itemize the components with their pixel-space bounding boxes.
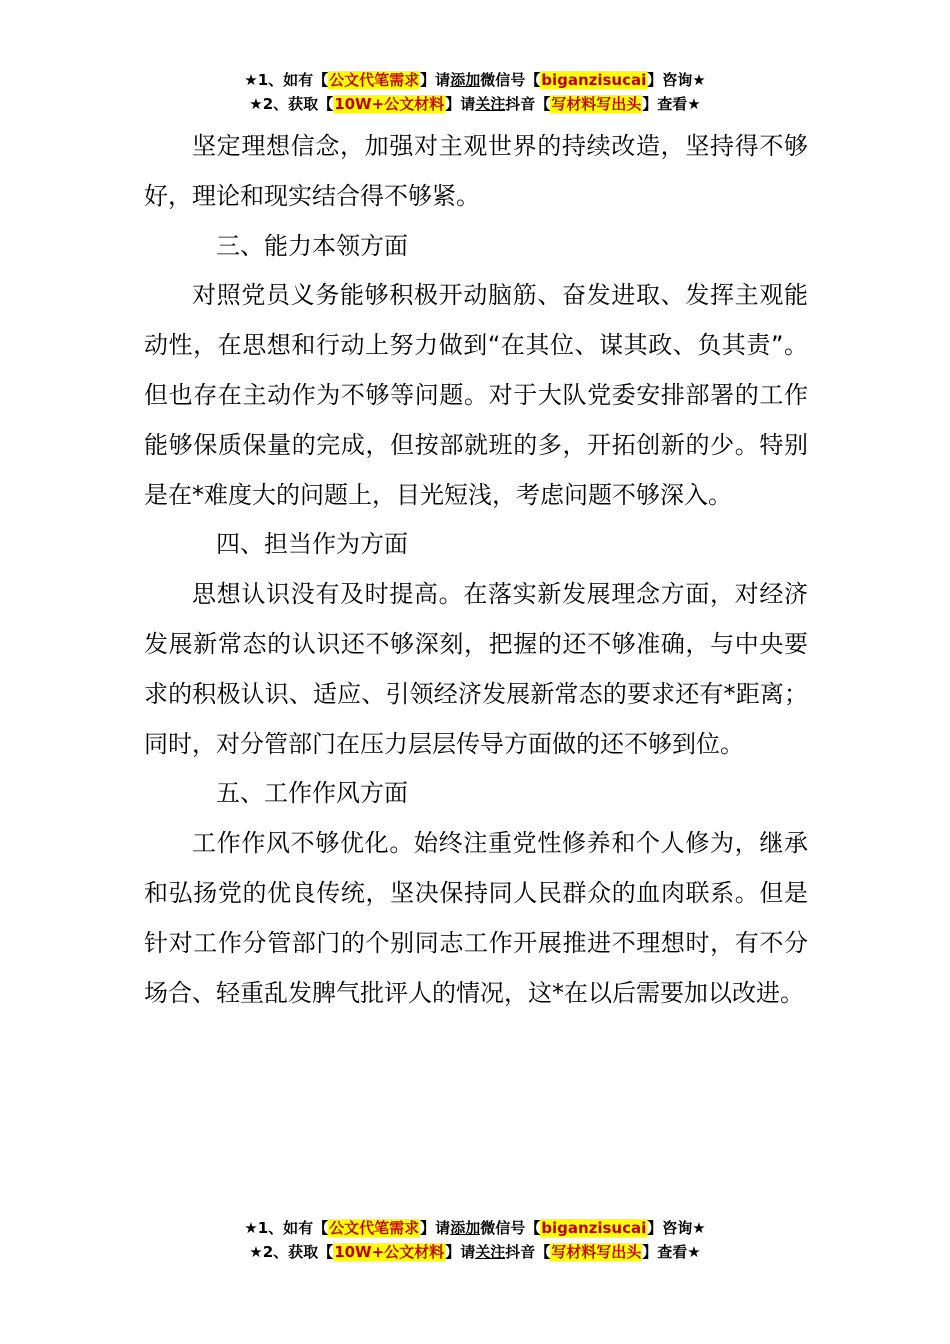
underlined-add: 添加 — [450, 1219, 481, 1237]
underlined-follow: 关注 — [475, 1243, 506, 1261]
paragraph-work-style: 工作作风不够优化。始终注重党性修养和个人修为，继承和弘扬党的优良传统，坚决保持同人民群众的血肉联系。但是针对工作分管部门的个别同志工作开展推进不理想时，有不分场合、轻重乱发脾气批评人的情况，这*在以后需要加以改进。 — [144, 829, 808, 1007]
highlight-douyin-account: 写材料写出头 — [551, 95, 642, 113]
highlight-materials: 10W+公文材料 — [334, 1243, 445, 1261]
underlined-add: 添加 — [450, 71, 481, 89]
banner-text: ★2、获取【 — [249, 1243, 334, 1261]
highlight-writing-service: 公文代笔需求 — [329, 71, 420, 89]
banner-text: 微信号【 — [480, 71, 541, 89]
banner-text: 】查看★ — [642, 95, 701, 113]
banner-text: 抖音【 — [505, 95, 551, 113]
highlight-wechat-id: biganzisucai — [541, 1219, 647, 1237]
banner-text: 】咨询★ — [647, 1219, 706, 1237]
banner-line-2 — [0, 92, 950, 116]
banner-text: 】请 — [445, 95, 476, 113]
highlight-wechat-id: biganzisucai — [541, 71, 647, 89]
highlight-douyin-account: 写材料写出头 — [551, 1243, 642, 1261]
footer-banner — [0, 1216, 950, 1264]
paragraph-ability: 对照党员义务能够积极开动脑筋、奋发进取、发挥主观能动性，在思想和行动上努力做到“在其位、谋其政、负其责”。但也存在主动作为不够等问题。对于大队党委安排部署的工作能够保质保量的完成，但按部就班的多，开拓创新的少。特别是在*难度大的问题上，目光短浅，考虑问题不够深入。 — [144, 281, 808, 509]
header-banner — [0, 68, 950, 116]
banner-text: 】咨询★ — [647, 71, 706, 89]
banner-text: 】请 — [420, 1219, 451, 1237]
banner-line-2 — [0, 1240, 950, 1264]
section-heading-work-style: 五、工作作风方面 — [216, 779, 408, 808]
banner-text: 】查看★ — [642, 1243, 701, 1261]
banner-text: 抖音【 — [505, 1243, 551, 1261]
paragraph-ideals: 坚定理想信念，加强对主观世界的持续改造，坚持得不够好，理论和现实结合得不够紧。 — [144, 132, 808, 210]
banner-text: 】请 — [420, 71, 451, 89]
banner-text: 微信号【 — [480, 1219, 541, 1237]
highlight-materials: 10W+公文材料 — [334, 95, 445, 113]
banner-line-1 — [0, 1216, 950, 1240]
document-body — [144, 122, 808, 1018]
section-heading-responsibility: 四、担当作为方面 — [216, 530, 408, 559]
banner-text: ★2、获取【 — [249, 95, 334, 113]
banner-text: 】请 — [445, 1243, 476, 1261]
highlight-writing-service: 公文代笔需求 — [329, 1219, 420, 1237]
banner-text: ★1、如有【 — [244, 71, 329, 89]
banner-text: ★1、如有【 — [244, 1219, 329, 1237]
banner-line-1 — [0, 68, 950, 92]
underlined-follow: 关注 — [475, 95, 506, 113]
paragraph-responsibility: 思想认识没有及时提高。在落实新发展理念方面，对经济发展新常态的认识还不够深刻，把握的还不够准确，与中央要求的积极认识、适应、引领经济发展新常态的要求还有*距离；同时，对分管部门在压力层层传导方面做的还不够到位。 — [144, 580, 808, 758]
section-heading-ability: 三、能力本领方面 — [216, 231, 408, 260]
